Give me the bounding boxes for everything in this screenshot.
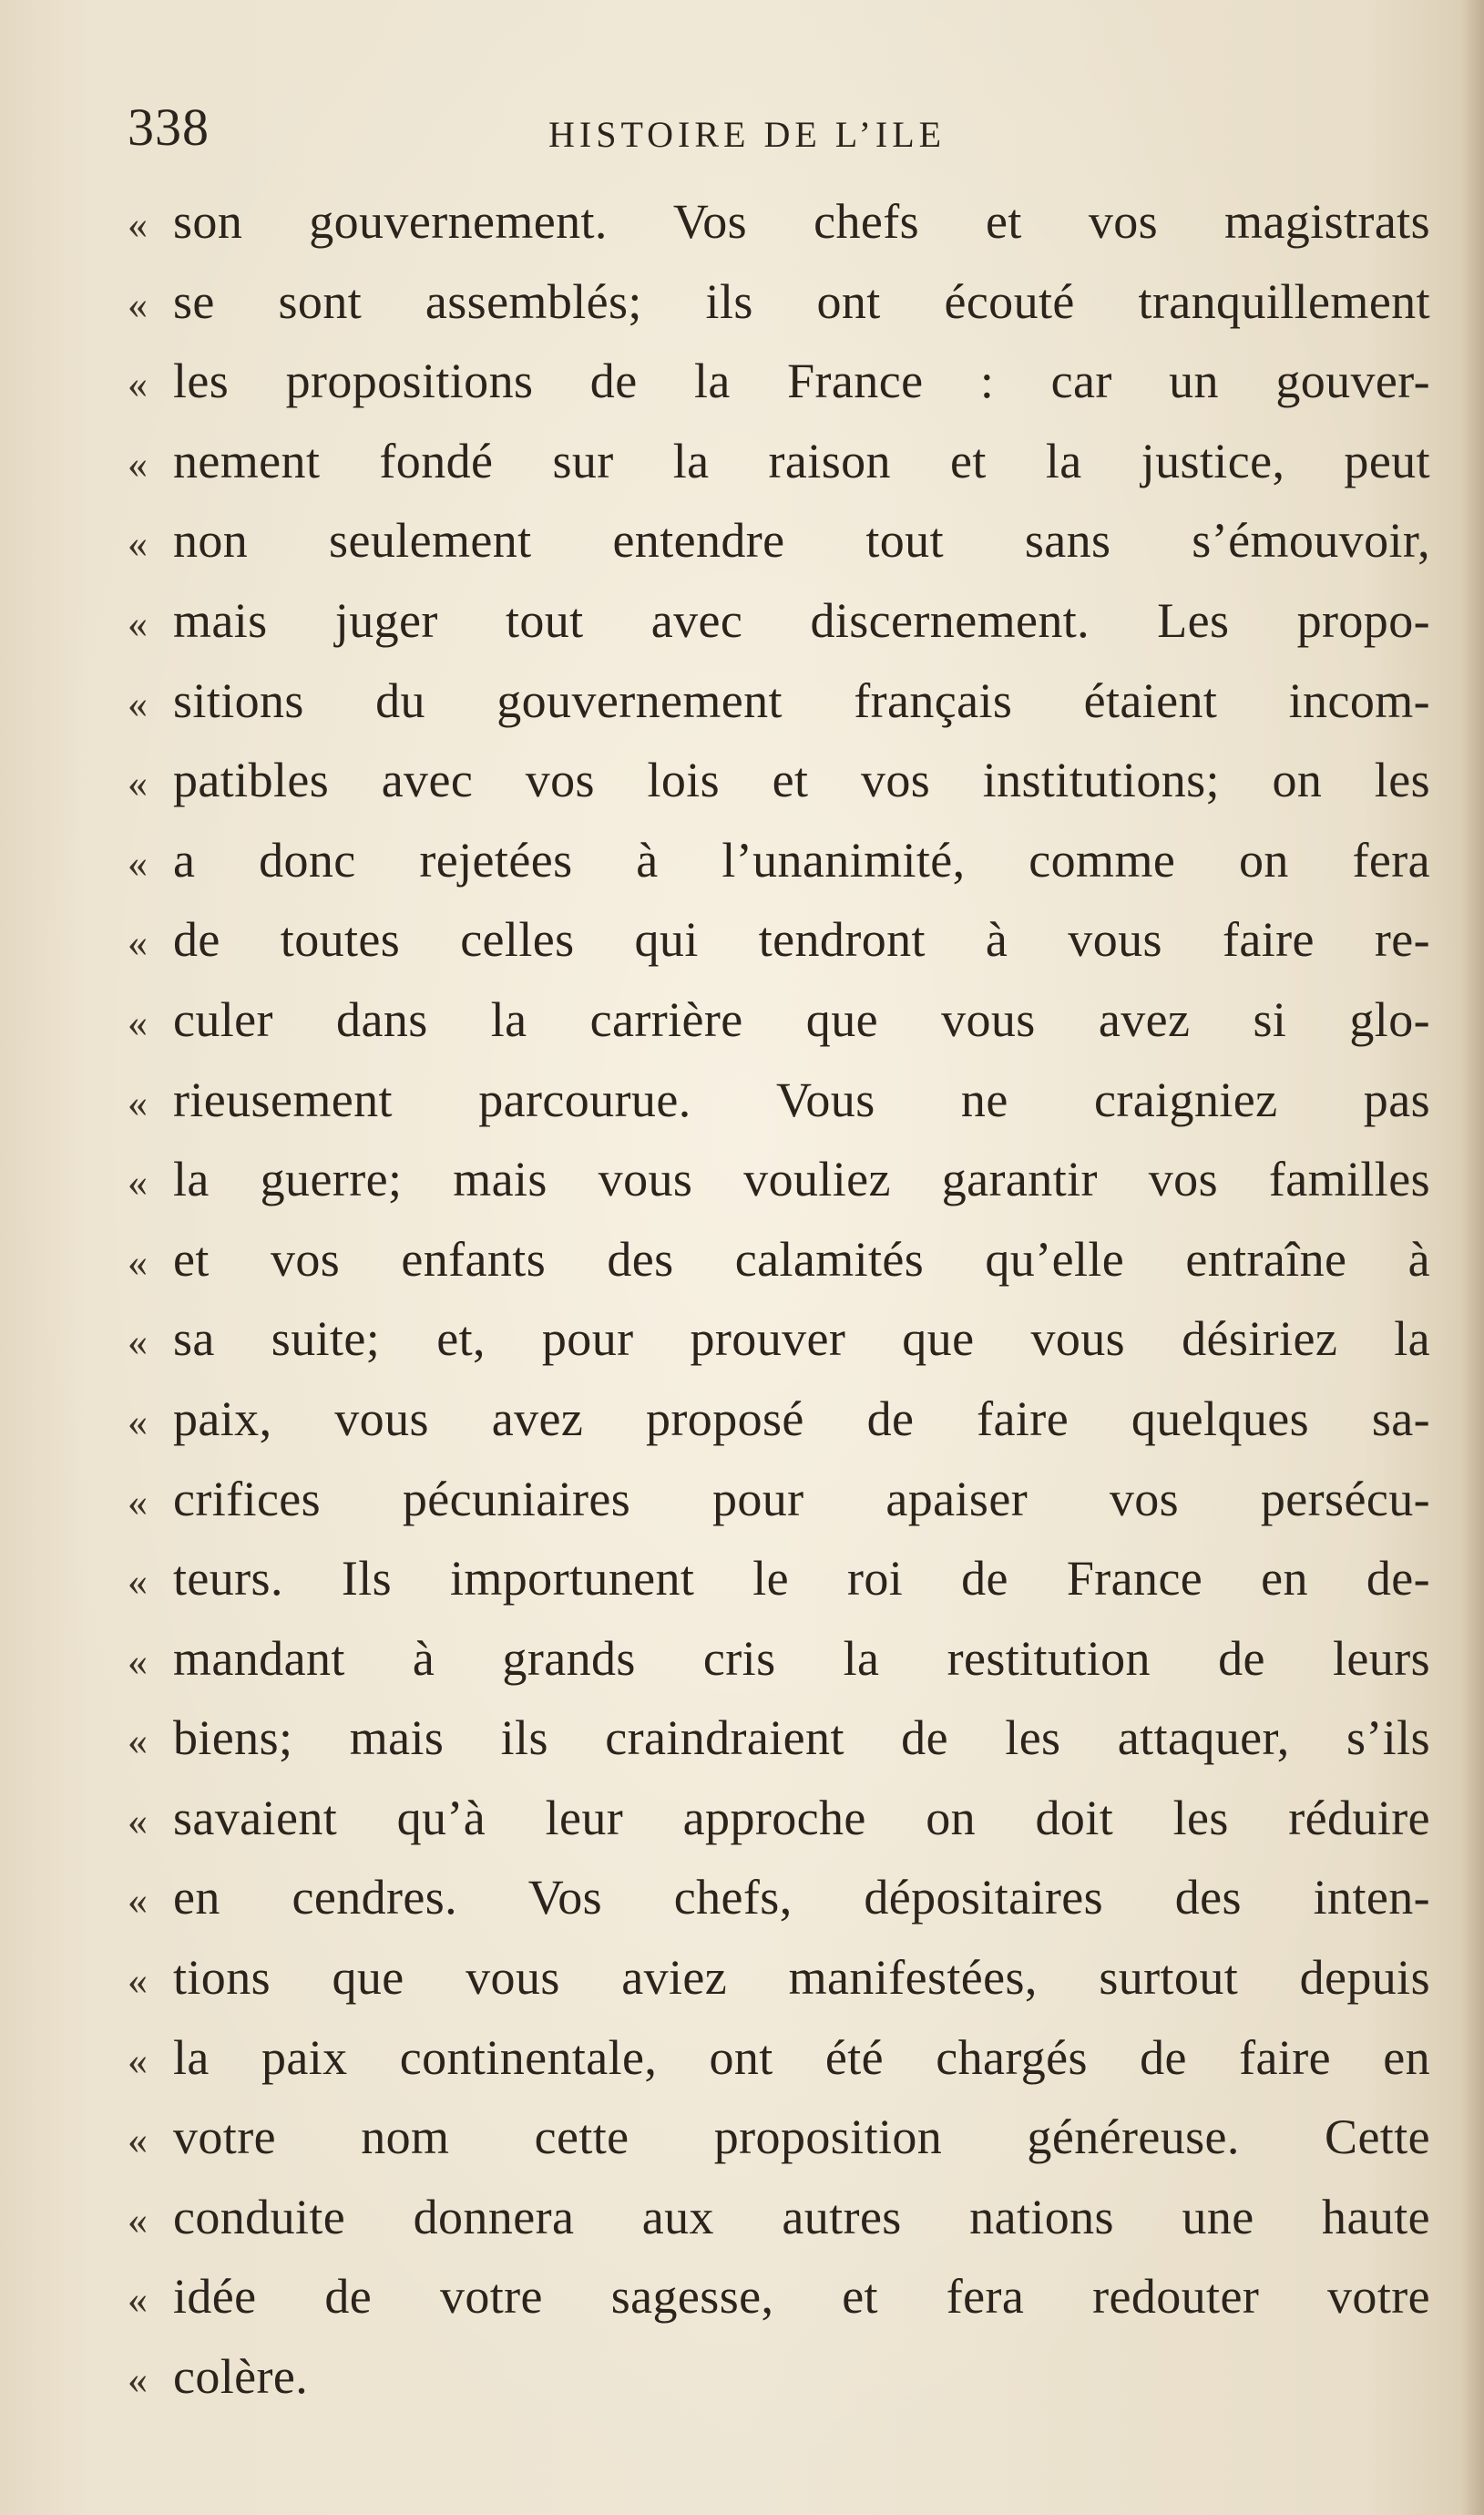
text-line (128, 662, 1430, 742)
text-line (128, 1140, 1430, 1220)
line-text: les propositions de la France : car un gouver- (173, 354, 1430, 409)
quotation-mark: « (128, 521, 148, 567)
text-line (128, 1699, 1430, 1779)
line-text: tions que vous aviez manifestées, surtout depuis (173, 1950, 1430, 2006)
line-text: mandant à grands cris la restitution de leurs (173, 1630, 1430, 1686)
quotation-mark: « (128, 202, 148, 247)
quotation-mark: « (128, 1798, 148, 1843)
text-line (128, 262, 1430, 343)
line-text: culer dans la carrière que vous avez si glo- (173, 991, 1430, 1047)
text-line (128, 1938, 1430, 2018)
quotation-mark: « (128, 2118, 148, 2163)
text-line (128, 900, 1430, 980)
line-text: sitions du gouvernement français étaient incom- (173, 672, 1430, 728)
line-text: teurs. Ils importunent le roi de France en de- (173, 1551, 1430, 1607)
text-line (128, 1619, 1430, 1699)
quotation-mark: « (128, 441, 148, 487)
quotation-mark: « (128, 1000, 148, 1045)
line-text: mais juger tout avec discernement. Les propo- (173, 592, 1430, 648)
line-text: votre nom cette proposition généreuse. Cette (173, 2110, 1430, 2165)
quotation-mark: « (128, 1719, 148, 1764)
quotation-mark: « (128, 1319, 148, 1365)
quotation-mark: « (128, 1479, 148, 1524)
quotation-mark: « (128, 1638, 148, 1684)
line-text: son gouvernement. Vos chefs et vos magistrats (173, 194, 1430, 249)
line-text: a donc rejetées à l’unanimité, comme on fera (173, 832, 1430, 888)
text-line (128, 1380, 1430, 1460)
quotation-mark: « (128, 2277, 148, 2323)
text-line (128, 980, 1430, 1061)
quotation-mark: « (128, 920, 148, 966)
line-text: en cendres. Vos chefs, dépositaires des inten- (173, 1870, 1430, 1925)
quotation-mark: « (128, 1958, 148, 2004)
text-line (128, 1299, 1430, 1380)
text-line (128, 821, 1430, 901)
quotation-mark: « (128, 2357, 148, 2403)
page-number: 338 (128, 98, 210, 157)
line-text: la guerre; mais vous vouliez garantir vos familles (173, 1152, 1430, 1207)
text-line (128, 2098, 1430, 2178)
line-text: la paix continentale, ont été chargés de faire en (173, 2029, 1430, 2085)
text-line (128, 2257, 1430, 2337)
running-head: HISTOIRE DE L’ILE (548, 114, 947, 155)
quotation-mark: « (128, 1080, 148, 1125)
quotation-mark: « (128, 1239, 148, 1285)
line-text: et vos enfants des calamités qu’elle entraîne à (173, 1231, 1430, 1287)
line-text: non seulement entendre tout sans s’émouvoir, (173, 513, 1430, 569)
quotation-mark: « (128, 761, 148, 806)
line-text: sa suite; et, pour prouver que vous désiriez la (173, 1311, 1430, 1367)
body-text (128, 182, 1430, 2417)
quotation-mark: « (128, 2197, 148, 2243)
text-line (128, 1460, 1430, 1540)
text-line (128, 2018, 1430, 2099)
text-line (128, 1061, 1430, 1141)
quotation-mark: « (128, 1399, 148, 1444)
line-text: nement fondé sur la raison et la justice, peut (173, 433, 1430, 488)
quotation-mark: « (128, 840, 148, 886)
line-text: colère. (173, 2349, 309, 2405)
page-edge-shadow (1460, 0, 1484, 2515)
line-text: de toutes celles qui tendront à vous faire re- (173, 912, 1430, 968)
quotation-mark: « (128, 601, 148, 646)
line-text: rieusement parcourue. Vous ne craigniez pas (173, 1072, 1430, 1127)
text-line (128, 342, 1430, 422)
text-line (128, 1858, 1430, 1938)
quotation-mark: « (128, 2038, 148, 2083)
text-line (128, 2178, 1430, 2258)
text-line (128, 581, 1430, 662)
line-text: paix, vous avez proposé de faire quelques sa- (173, 1391, 1430, 1446)
quotation-mark: « (128, 362, 148, 407)
line-text: savaient qu’à leur approche on doit les réduire (173, 1790, 1430, 1845)
line-text: conduite donnera aux autres nations une haute (173, 2189, 1430, 2244)
line-text: biens; mais ils craindraient de les attaquer, s’ils (173, 1710, 1430, 1766)
text-line (128, 1220, 1430, 1300)
text-line (128, 182, 1430, 262)
text-line (128, 1539, 1430, 1619)
quotation-mark: « (128, 1160, 148, 1206)
text-line (128, 1779, 1430, 1859)
quotation-mark: « (128, 1878, 148, 1924)
quotation-mark: « (128, 681, 148, 726)
line-text: idée de votre sagesse, et fera redouter votre (173, 2269, 1430, 2325)
line-text: crifices pécuniaires pour apaiser vos persécu- (173, 1471, 1430, 1526)
text-line (128, 422, 1430, 502)
text-line (128, 741, 1430, 821)
text-line (128, 501, 1430, 581)
line-text: se sont assemblés; ils ont écouté tranquillement (173, 273, 1430, 329)
quotation-mark: « (128, 282, 148, 327)
page-header (128, 91, 1430, 164)
quotation-mark: « (128, 1559, 148, 1605)
line-text: patibles avec vos lois et vos institutions; on les (173, 753, 1430, 808)
text-line (128, 2337, 1430, 2417)
